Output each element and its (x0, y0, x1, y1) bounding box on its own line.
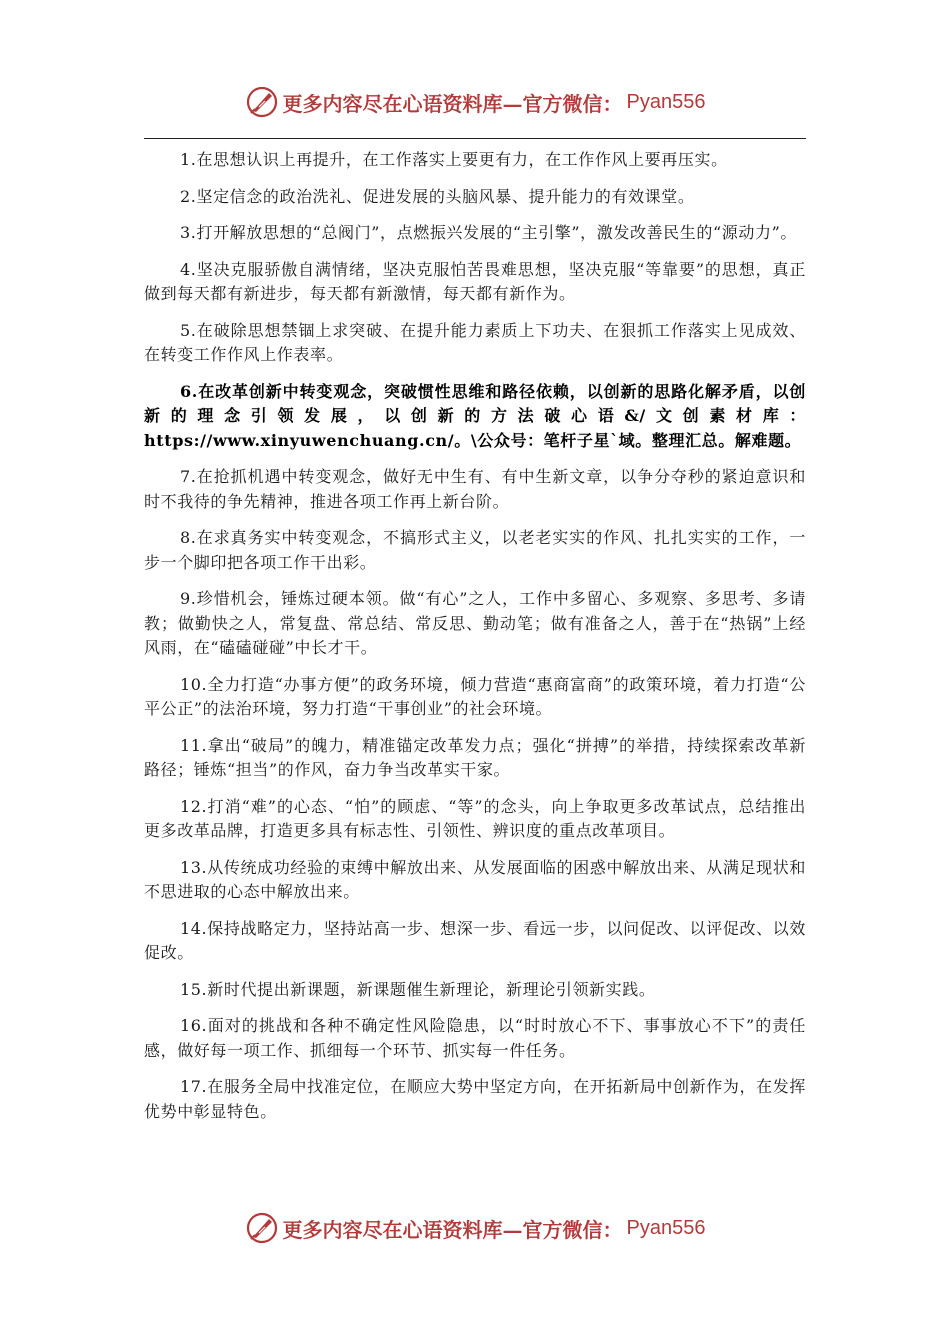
header-wechat-id: Pyan556 (626, 90, 706, 113)
list-item: 2.坚定信念的政治洗礼、促进发展的头脑风暴、提升能力的有效课堂。 (180, 186, 695, 206)
quill-logo-icon (245, 85, 279, 119)
list-item: 3.打开解放思想的“总阀门”，点燃振兴发展的“主引擎”，激发改善民生的“源动力”。 (180, 223, 797, 242)
list-item: 11.拿出“破局”的魄力，精准锚定改革发力点；强化“拼搏”的举措，持续探索改革新路径；锤炼“担当”的作风，奋力争当改革实干家。 (144, 735, 806, 779)
list-item: 14.保持战略定力，坚持站高一步、想深一步、看远一步，以问促改、以评促改、以效促改。 (144, 918, 806, 962)
list-item: 4.坚决克服骄傲自满情绪，坚决克服怕苦畏难思想，坚决克服“等靠要”的思想，真正做到每天都有新进步，每天都有新激情，每天都有新作为。 (144, 259, 806, 303)
list-item: 10.全力打造“办事方便”的政务环境，倾力营造“惠商富商”的政策环境，着力打造“公平公正”的法治环境，努力打造“干事创业”的社会环境。 (144, 674, 806, 718)
header-divider (144, 138, 806, 139)
list-item: 15.新时代提出新课题，新课题催生新理论，新理论引领新实践。 (180, 979, 656, 999)
footer-banner (0, 1208, 950, 1248)
list-item: 13.从传统成功经验的束缚中解放出来、从发展面临的困惑中解放出来、从满足现状和不思进取的心态中解放出来。 (144, 857, 806, 901)
list-item: 8.在求真务实中转变观念，不搞形式主义，以老老实实的作风、扎扎实实的工作，一步一个脚印把各项工作干出彩。 (144, 528, 806, 572)
header-brand-text: 更多内容尽在心语资料库—官方微信： (282, 91, 623, 116)
list-item: 12.打消“难”的心态、“怕”的顾虑、“等”的念头，向上争取更多改革试点，总结推出更多改革品牌，打造更多具有标志性、引领性、辨识度的重点改革项目。 (144, 796, 806, 840)
list-item: 9.珍惜机会，锤炼过硬本领。做“有心”之人，工作中多留心、多观察、多思考、多请教；做勤快之人，常复盘、常总结、常反思、勤动笔；做有准备之人，善于在“热锅”上经风雨，在“磕磕碰碰”中长才干。 (144, 589, 806, 657)
document-body (144, 148, 806, 1136)
list-item: 6.在改革创新中转变观念，突破惯性思维和路径依赖，以创新的思路化解矛盾，以创新的理念引领发展，以创新的方法破心语&/文创素材库：https://www.xinyuwenchuang.cn/。\公众号：笔杆子星`域。整理汇总。解难题。 (144, 381, 806, 450)
list-item: 5.在破除思想禁锢上求突破、在提升能力素质上下功夫、在狠抓工作落实上见成效、在转变工作作风上作表率。 (144, 320, 806, 364)
header-banner (0, 82, 950, 122)
list-item: 1.在思想认识上再提升，在工作落实上要更有力，在工作作风上要再压实。 (180, 150, 728, 169)
footer-brand-text: 更多内容尽在心语资料库—官方微信： (282, 1217, 623, 1242)
quill-logo-icon (245, 1211, 279, 1245)
list-item: 17.在服务全局中找准定位，在顺应大势中坚定方向，在开拓新局中创新作为，在发挥优势中彰显特色。 (144, 1077, 806, 1121)
footer-wechat-id: Pyan556 (626, 1216, 706, 1239)
list-item: 16.面对的挑战和各种不确定性风险隐患，以“时时放心不下、事事放心不下”的责任感，做好每一项工作、抓细每一个环节、抓实每一件任务。 (144, 1016, 806, 1060)
list-item: 7.在抢抓机遇中转变观念，做好无中生有、有中生新文章，以争分夺秒的紧迫意识和时不我待的争先精神，推进各项工作再上新台阶。 (144, 467, 806, 511)
